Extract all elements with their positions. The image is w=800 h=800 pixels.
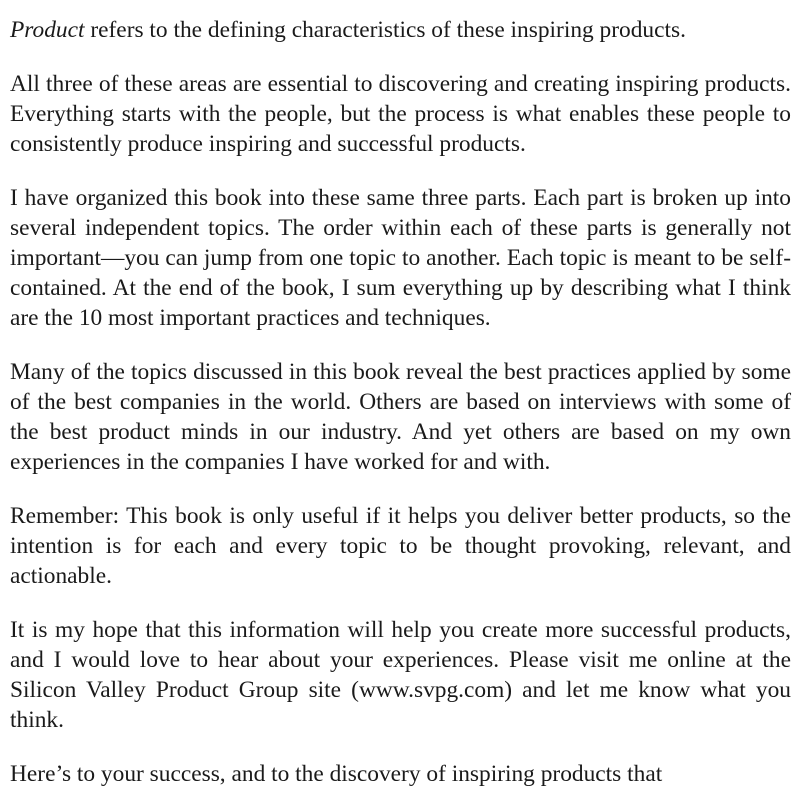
paragraph-closing: Here’s to your success, and to the discovery of inspiring products that <box>10 761 663 787</box>
product-term: Product <box>10 17 85 43</box>
paragraph-product-definition <box>10 15 791 45</box>
product-definition-text: refers to the defining characteristics of these inspiring products. <box>84 17 686 43</box>
paragraph-three-areas: All three of these areas are essential to discovering and creating inspiring products. Everything starts with the people, but the process is what enables these people to consistently produce inspiring and successful products. <box>10 71 791 157</box>
paragraph-best-practices: Many of the topics discussed in this book reveal the best practices applied by some of the best companies in the world. Others are based on interviews with some of the best product minds in our industry. And yet others are based on my own experiences in the companies I have worked for and with. <box>10 359 791 475</box>
paragraph-book-organization: I have organized this book into these same three parts. Each part is broken up into several independent topics. The order within each of these parts is generally not important—you can jump from one topic to another. Each topic is meant to be self-contained. At the end of the book, I sum everything up by describing what I think are the 10 most important practices and techniques. <box>10 185 791 331</box>
document-page <box>10 15 791 789</box>
paragraph-remember: Remember: This book is only useful if it helps you deliver better products, so the intention is for each and every topic to be thought provoking, relevant, and actionable. <box>10 503 791 589</box>
paragraph-hope: It is my hope that this information will help you create more successful products, and I would love to hear about your experiences. Please visit me online at the Silicon Valley Product Group site (www.svpg.com) and let me know what you think. <box>10 617 791 733</box>
